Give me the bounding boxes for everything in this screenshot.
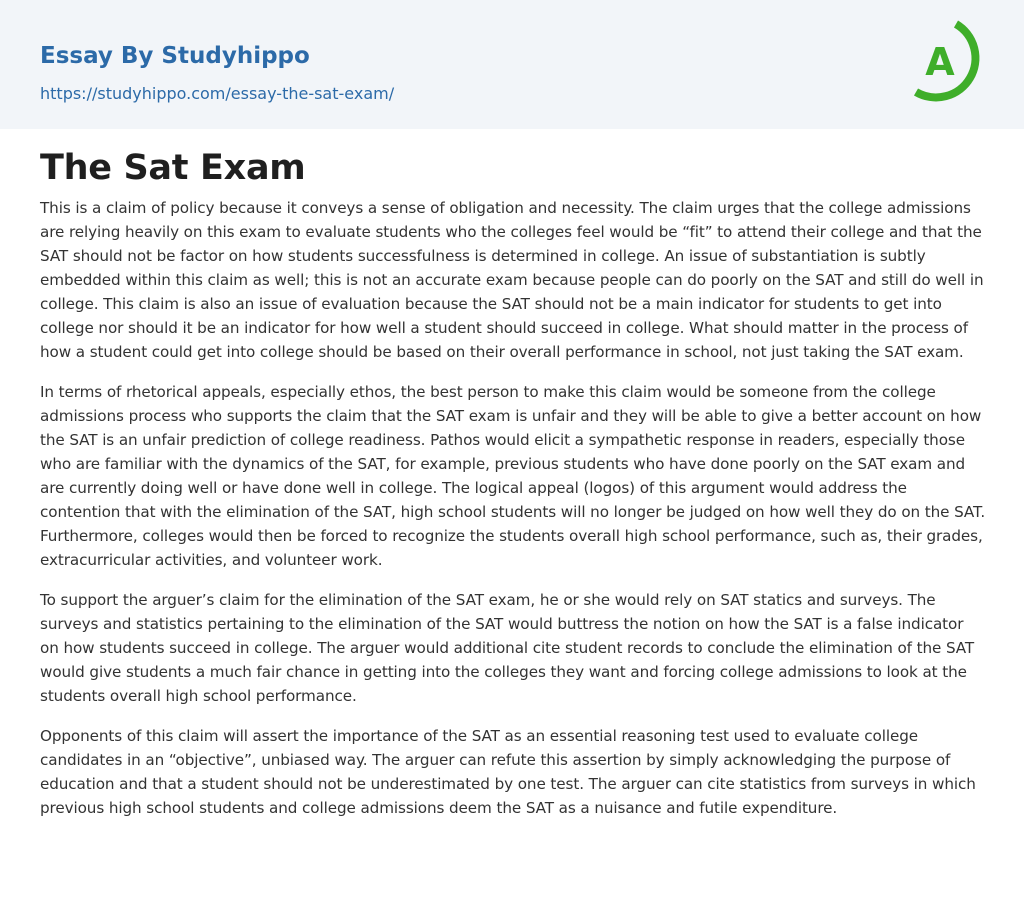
essay-paragraph: To support the arguer’s claim for the elimination of the SAT exam, he or she would rely on SAT statics and surveys. The surveys and statistics pertaining to the elimination of the SAT would buttress the notion on how the SAT is a false indicator on how students succeed in college. The arguer would additional cite student records to conclude the elimination of the SAT would give students a much fair chance in getting into the colleges they want and forcing college admissions to look at the students overall high school performance. [40, 591, 975, 705]
essay-paragraph: This is a claim of policy because it conveys a sense of obligation and necessity. The claim urges that the college admissions are relying heavily on this exam to evaluate students who the colleges feel would be “fit” to attend their college and that the SAT should not be factor on how students successfulness is determined in college. An issue of substantiation is subtly embedded within this claim as well; this is not an accurate exam because people can do poorly on the SAT and still do well in college. This claim is also an issue of evaluation because the SAT should not be a main indicator for students to get into college nor should it be an indicator for how well a student should succeed in college. What should matter in the process of how a student could get into college should be based on their overall performance in school, not just taking the SAT exam. [40, 199, 984, 361]
essay-paragraph: In terms of rhetorical appeals, especially ethos, the best person to make this claim would be someone from the college admissions process who supports the claim that the SAT exam is unfair and they will be able to give a better account on how the SAT is an unfair prediction of college readiness. Pathos would elicit a sympathetic response in readers, especially those who are familiar with the dynamics of the SAT, for example, previous students who have done poorly on the SAT exam and are currently doing well or have done well in college. The logical appeal (logos) of this argument would address the contention that with the elimination of the SAT, high school students will no longer be judged on how well they do on the SAT. Furthermore, colleges would then be forced to recognize the students overall high school performance, such as, their grades, extracurricular activities, and volunteer work. [40, 383, 986, 569]
logo-letter: A [925, 40, 955, 84]
essay-url-link[interactable]: https://studyhippo.com/essay-the-sat-exam/ [40, 84, 395, 103]
studyhippo-a-logo-icon[interactable] [910, 18, 988, 106]
essay-content [40, 140, 986, 836]
site-header [0, 0, 1024, 129]
site-brand[interactable]: Essay By Studyhippo [40, 43, 310, 69]
essay-title: The Sat Exam [40, 148, 306, 188]
essay-paragraph: Opponents of this claim will assert the importance of the SAT as an essential reasoning test used to evaluate college candidates in an “objective”, unbiased way. The arguer can refute this assertion by simply acknowledging the purpose of education and that a student should not be underestimated by one test. The arguer can cite statistics from surveys in which previous high school students and college admissions deem the SAT as a nuisance and futile expenditure. [40, 727, 976, 817]
